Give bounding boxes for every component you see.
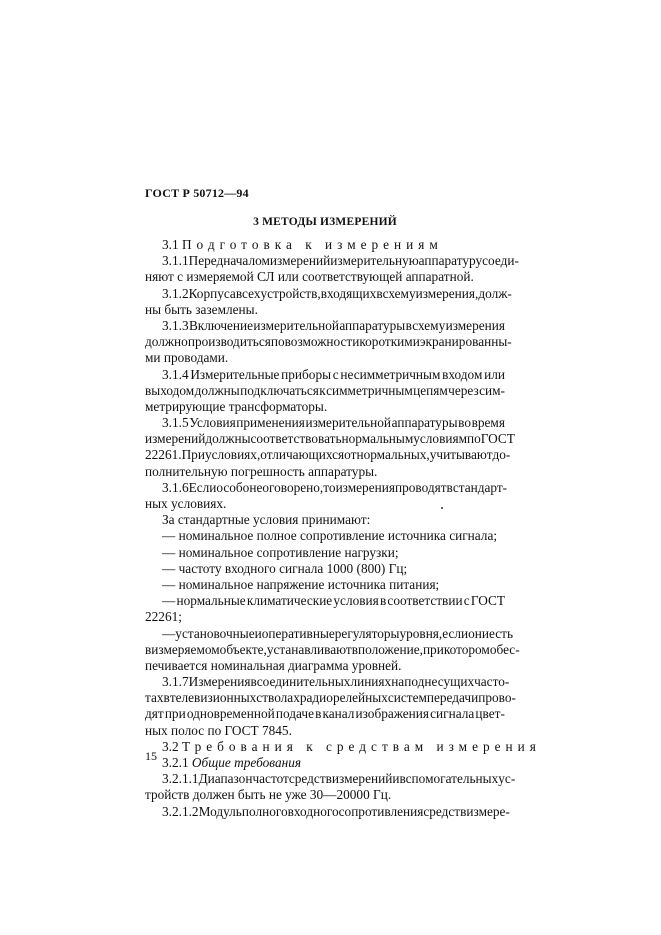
word: выходом (145, 382, 195, 398)
section-title: 3 МЕТОДЫ ИЗМЕРЕНИЙ (253, 216, 397, 228)
word: Корпуса (188, 285, 236, 301)
text-line (145, 771, 516, 787)
word: оговорено, (262, 479, 324, 495)
text-line (145, 383, 505, 399)
text-line (145, 367, 505, 383)
word: Диапазон (198, 771, 253, 787)
text-line: няют с измеряемой СЛ или соответствующей аппаратной. (145, 269, 474, 285)
word: измерительной (305, 415, 392, 431)
word: аппаратуры (339, 317, 406, 333)
text-line (145, 690, 516, 706)
word: Включение (188, 317, 254, 333)
word: телевизионных (169, 690, 257, 706)
word: нормальным (341, 431, 414, 447)
word: — (162, 593, 176, 609)
text-line (145, 803, 510, 820)
word: стволах (256, 690, 300, 706)
word: время (471, 415, 505, 431)
word: схему (382, 285, 416, 301)
word: производиться (187, 334, 271, 350)
text-line: тройств должен быть не уже 30—20000 Гц. (145, 787, 392, 803)
word: соответствии (387, 593, 463, 609)
word: 3.1.1 (162, 253, 189, 269)
text-line: ми проводами. (145, 350, 229, 366)
word: схему (412, 317, 446, 333)
word: соеди- (482, 253, 519, 269)
word: частот (252, 771, 289, 787)
word: сигнала (430, 706, 475, 722)
text-line: За стандартные условия принимают: (162, 512, 371, 528)
list-item (145, 625, 514, 642)
word: всех (235, 285, 261, 301)
word: климатические (246, 593, 333, 609)
subsection-number: 3.2 (162, 738, 182, 754)
word: 3.1.6 (162, 479, 189, 495)
word: есть (489, 625, 514, 641)
word: в (351, 641, 359, 657)
word: 3.1.3 (162, 317, 189, 333)
word: При (181, 447, 205, 463)
text-line: метрирующие трансформаторы. (145, 398, 328, 414)
word: в (379, 593, 387, 609)
word: при (164, 706, 186, 722)
word: через (448, 382, 479, 398)
word: тах (145, 690, 164, 706)
word: соединительных (256, 674, 351, 690)
word: условия (333, 593, 379, 609)
word: средств (423, 803, 467, 819)
list-item: — номинальное сопротивление нагрузки; (162, 544, 399, 560)
word: котором (443, 641, 490, 657)
word: средств (288, 771, 332, 787)
subsection-number: 3.1 (162, 237, 182, 252)
word: в (315, 706, 322, 722)
word: Модуль (198, 803, 242, 819)
word: применения (236, 415, 305, 431)
word: 3.1.7 (162, 674, 189, 690)
word: одновременной (186, 706, 275, 722)
list-item: — номинальное напряжение источника питания; (162, 576, 440, 592)
word: в (145, 641, 152, 657)
word: 3.1.4 (162, 366, 189, 382)
text-line (145, 253, 519, 269)
word: короткими (359, 334, 420, 350)
word: 3.1.5 (162, 415, 189, 431)
word: измерения (445, 317, 505, 333)
word: входом (442, 366, 483, 382)
text-line (145, 674, 510, 690)
page-number: 15 (145, 749, 157, 763)
word: вспомогательных (399, 771, 499, 787)
word: несимметричным (340, 366, 441, 382)
text-line (145, 334, 512, 350)
clause-heading (145, 755, 505, 771)
word: передачи (426, 690, 479, 706)
word: 3.1.2 (162, 285, 189, 301)
print-speck (441, 507, 443, 509)
word: или (484, 366, 505, 382)
list-item: — номинальное полное сопротивление источника сигнала; (162, 528, 498, 544)
word: измерения, (415, 285, 479, 301)
word: до- (492, 447, 511, 463)
word: при (422, 641, 444, 657)
word: измерений (145, 431, 206, 447)
subsection-title: Подготовка к измерениям (181, 237, 443, 252)
word: не (249, 479, 263, 495)
word: по (270, 334, 285, 350)
word: в (163, 690, 170, 706)
word: по (467, 431, 481, 447)
word: в (446, 479, 453, 495)
word: подаче (275, 706, 314, 722)
word: устанавливают (266, 641, 352, 657)
word: входного (287, 803, 339, 819)
word: ГОСТ (470, 593, 505, 609)
word: подключаться (240, 382, 319, 398)
word: они (468, 625, 490, 641)
text-line (145, 285, 512, 302)
word: входящих (320, 285, 377, 301)
word: установочные (175, 625, 255, 641)
subsection-heading (145, 237, 505, 253)
word: должны (194, 382, 240, 398)
word: прово- (478, 690, 516, 706)
word: в (376, 285, 383, 301)
list-item: — частоту входного сигнала 1000 (800) Гц; (162, 560, 408, 576)
word: в (405, 317, 412, 333)
word: изображения (355, 706, 430, 722)
text-line (145, 706, 505, 722)
word: аппаратуру (418, 253, 483, 269)
word: с (332, 366, 339, 382)
word: линиях (350, 674, 392, 690)
word: аппаратуры (391, 415, 458, 431)
word: сопротивления (338, 803, 424, 819)
text-line: 22261; (145, 609, 182, 625)
clause-title: Общие требования (191, 755, 302, 770)
subsection-title: Требования к средствам измерения (181, 738, 541, 754)
word: измерений (269, 253, 331, 269)
word: цепям (413, 382, 448, 398)
word: ус- (498, 771, 516, 787)
word: возможности (284, 334, 360, 350)
word: должны (205, 431, 251, 447)
word: обес- (489, 641, 520, 657)
word: 3.2.1.1 (162, 771, 199, 787)
text-line (145, 415, 505, 431)
word: объекте, (219, 641, 267, 657)
word: регуляторы (334, 625, 400, 641)
word: учитывают (429, 447, 493, 463)
text-line (145, 318, 505, 334)
word: нормальных, (356, 447, 430, 463)
word: началом (223, 253, 270, 269)
text-line (145, 479, 508, 496)
word: канал (322, 706, 355, 722)
document-body (145, 237, 541, 820)
word: и (392, 771, 400, 787)
word: если (442, 625, 469, 641)
word: проводят (394, 479, 447, 495)
word: ГОСТ (480, 431, 515, 447)
word: полного (241, 803, 288, 819)
word: измерительную (330, 253, 419, 269)
word: систем (387, 690, 427, 706)
text-line: ных условиях. (145, 496, 227, 511)
word: 22261. (145, 447, 182, 463)
text-line: печивается номинальная диаграмма уровней. (145, 657, 402, 673)
word: должно (145, 334, 188, 350)
word: Измерения (188, 674, 251, 690)
subsection-heading (145, 738, 541, 755)
word: во (458, 415, 471, 431)
word: условиях, (204, 447, 261, 463)
text-line: ны быть заземлены. (145, 301, 258, 317)
text-line: полнительную погрешность аппаратуры. (145, 463, 378, 479)
clause-number: 3.2.1 (162, 755, 192, 770)
word: стандарт- (452, 479, 508, 495)
word: приборы (281, 366, 332, 382)
word: нормальные (176, 593, 246, 609)
text-line: ных полос по ГОСТ 7845. (145, 722, 292, 738)
word: долж- (478, 285, 512, 301)
word: — (162, 625, 176, 641)
text-line (145, 431, 515, 447)
word: симметричным (326, 382, 413, 398)
list-item (145, 593, 505, 609)
word: в (250, 674, 257, 690)
word: измерения (335, 479, 395, 495)
word: Условия (189, 415, 236, 431)
word: измерительной (253, 317, 339, 333)
word: на (391, 674, 405, 690)
word: от (344, 447, 357, 463)
word: радиорелейных (299, 690, 388, 706)
word: уровня, (399, 625, 443, 641)
word: Если (188, 479, 217, 495)
word: соответствовать (250, 431, 342, 447)
word: цвет- (475, 706, 505, 722)
text-line (145, 641, 520, 658)
word: сим- (479, 382, 505, 398)
document-code: ГОСТ Р 50712—94 (145, 186, 249, 200)
word: измерений (331, 771, 393, 787)
word: с (463, 593, 470, 609)
word: особо (216, 479, 250, 495)
word: Измерительные (190, 366, 280, 382)
word: то (323, 479, 336, 495)
word: Перед (188, 253, 224, 269)
word: экранированны- (419, 334, 512, 350)
word: отличающихся (260, 447, 345, 463)
word: положение, (358, 641, 423, 657)
word: условиям (413, 431, 468, 447)
word: к (319, 382, 326, 398)
word: 3.2.1.2 (162, 803, 199, 819)
word: дят (145, 706, 164, 722)
word: устройств, (260, 285, 321, 301)
word: и (254, 625, 262, 641)
word: поднесущих (404, 674, 475, 690)
word: измеряемом (151, 641, 220, 657)
text-line (145, 447, 511, 463)
word: часто- (474, 674, 510, 690)
word: измере- (466, 803, 510, 819)
word: оперативные (261, 625, 335, 641)
